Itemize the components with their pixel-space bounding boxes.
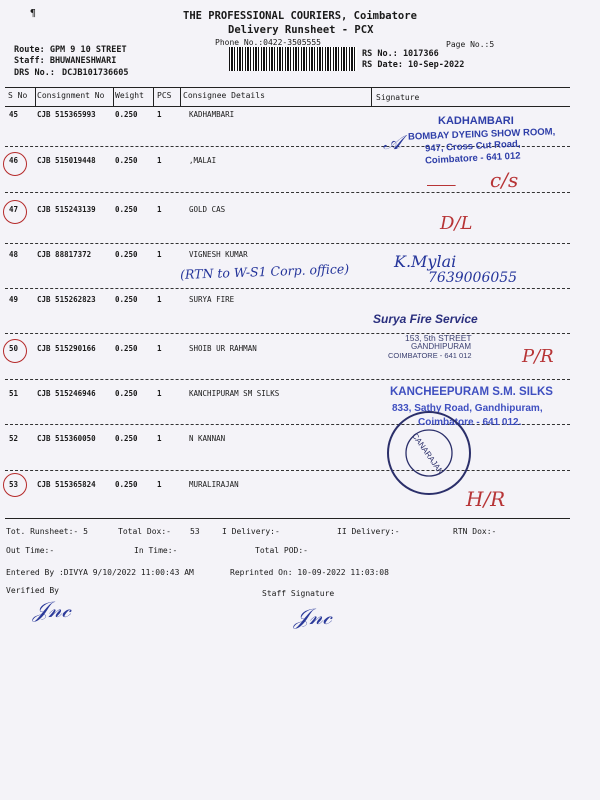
row-consignee: ,MALAI — [189, 156, 217, 165]
circle-mark — [3, 339, 27, 363]
verified-by: Verified By — [6, 586, 59, 595]
stamp-kadhambari-line2: BOMBAY DYEING SHOW ROOM, — [407, 126, 556, 143]
stamp-kadhambari-line3: 947, Cross Cut Road, — [424, 138, 521, 155]
note-phone: 7639006055 — [428, 270, 518, 286]
row-pcs: 1 — [157, 480, 162, 489]
stamp-surya-line2: 153, 5th STREET — [405, 333, 472, 343]
phone-number: Phone No.:0422-3505555 — [215, 38, 321, 47]
note-name: K.Mylai — [394, 252, 457, 271]
rtn-dox: RTN Dox:- — [453, 527, 497, 536]
row-consignee: VIGNESH KUMAR — [189, 250, 248, 259]
kadhambari-signature: 𝒜 — [383, 130, 402, 154]
col-divider — [35, 88, 36, 106]
col-header-sno: S No — [8, 91, 28, 100]
note-cs: c/s — [490, 168, 519, 192]
row-pcs: 1 — [157, 110, 162, 119]
round-seal — [384, 408, 474, 498]
total-pod: Total POD:- — [255, 546, 308, 555]
row-consignee: N KANNAN — [189, 434, 226, 443]
row-consignee: SURYA FIRE — [189, 295, 235, 304]
row-consignee: MURALIRAJAN — [189, 480, 239, 489]
col-divider — [113, 88, 114, 106]
circle-mark — [3, 152, 27, 176]
total-dox-value: 53 — [190, 527, 200, 536]
row-pcs: 1 — [157, 434, 162, 443]
col-divider — [180, 88, 181, 106]
row-pcs: 1 — [157, 250, 162, 259]
barcode — [229, 47, 357, 71]
staff-name: Staff: BHUWANESHWARI — [14, 56, 117, 66]
stamp-surya-line4: COIMBATORE - 641 012 — [388, 351, 472, 360]
entered-by: Entered By :DIVYA 9/10/2022 11:00:43 AM — [6, 568, 194, 577]
runsheet-title: Delivery Runsheet - PCX — [228, 24, 374, 36]
total-runsheet: Tot. Runsheet:- 5 — [6, 527, 88, 536]
in-time: In Time:- — [134, 546, 178, 555]
stamp-surya-line1: Surya Fire Service — [373, 312, 478, 326]
col-divider — [153, 88, 154, 106]
stamp-kadhambari-line4: Coimbatore - 641 012 — [424, 150, 521, 167]
note-hr: H/R — [466, 487, 506, 511]
row-separator — [5, 288, 570, 289]
row-weight: 0.250 — [115, 480, 138, 489]
circle-mark — [3, 200, 27, 224]
row-weight: 0.250 — [115, 110, 138, 119]
row-pcs: 1 — [157, 295, 162, 304]
row-consignment: CJB 515290166 — [37, 344, 96, 353]
row-consignment: CJB 515360050 — [37, 434, 96, 443]
row-separator — [5, 192, 570, 193]
row-weight: 0.250 — [115, 250, 138, 259]
row-sno: 47 — [9, 205, 19, 214]
seal-text: CANARAJAN — [410, 431, 446, 477]
total-dox-label: Total Dox:- — [118, 527, 171, 536]
row-separator — [5, 379, 570, 380]
stamp-kanchi-line2: 833, Sathy Road, Gandhipuram, — [392, 403, 543, 414]
table-bottom-rule — [5, 518, 570, 519]
row-sno: 50 — [9, 344, 19, 353]
row-weight: 0.250 — [115, 434, 138, 443]
col-header-consignee: Consignee Details — [183, 91, 265, 100]
out-time: Out Time:- — [6, 546, 55, 555]
row-sno: 46 — [9, 156, 19, 165]
col-header-signature: Signature — [376, 93, 420, 102]
rs-date: RS Date: 10-Sep-2022 — [362, 60, 465, 70]
note-return: (RTN to W-S1 Corp. office) — [179, 261, 350, 282]
row-sno: 45 — [9, 110, 19, 119]
table-header-rule — [5, 106, 570, 107]
ii-delivery: II Delivery:- — [337, 527, 400, 536]
note-pr: P/R — [522, 346, 554, 367]
row-consignee: SHOIB UR RAHMAN — [189, 344, 257, 353]
verifier-signature: 𝒥𝓃𝒸 — [33, 598, 71, 623]
note-scribble — [427, 175, 456, 196]
drs-label: DRS No.: — [14, 68, 55, 78]
circle-mark — [3, 473, 27, 497]
row-sno: 52 — [9, 434, 19, 443]
row-pcs: 1 — [157, 344, 162, 353]
row-consignee: GOLD CAS — [189, 205, 226, 214]
drs-number: DCJB101736605 — [62, 68, 129, 78]
row-sno: 53 — [9, 480, 19, 489]
row-consignment: CJB 515262823 — [37, 295, 96, 304]
staff-signature: 𝒥𝓃𝒸 — [294, 605, 332, 630]
row-sno: 49 — [9, 295, 19, 304]
row-consignment: CJB 515365824 — [37, 480, 96, 489]
i-delivery: I Delivery:- — [222, 527, 280, 536]
row-pcs: 1 — [157, 156, 162, 165]
row-weight: 0.250 — [115, 156, 138, 165]
stamp-kadhambari-line1: KADHAMBARI — [438, 115, 514, 127]
page-number: Page No.:5 — [446, 40, 495, 49]
row-separator — [5, 243, 570, 244]
route: Route: GPM 9 10 STREET — [14, 45, 127, 55]
row-weight: 0.250 — [115, 344, 138, 353]
company-name: THE PROFESSIONAL COURIERS, Coimbatore — [183, 10, 417, 22]
row-consignee: KANCHIPURAM SM SILKS — [189, 389, 280, 398]
corner-mark: ¶ — [30, 8, 37, 19]
row-pcs: 1 — [157, 205, 162, 214]
row-weight: 0.250 — [115, 389, 138, 398]
stamp-surya-line3: GANDHIPURAM — [411, 342, 472, 351]
row-separator — [5, 333, 570, 334]
col-header-consignment: Consignment No — [37, 91, 105, 100]
row-sno: 51 — [9, 389, 19, 398]
stamp-kanchi-line3: Coimbatore - 641 012. — [418, 417, 522, 428]
table-top-rule — [5, 87, 570, 88]
note-dl: D/L — [440, 213, 473, 234]
reprinted-on: Reprinted On: 10-09-2022 11:03:08 — [230, 568, 389, 577]
row-consignment: CJB 515246946 — [37, 389, 96, 398]
rs-number: RS No.: 1017366 — [362, 49, 439, 59]
row-consignee: KADHAMBARI — [189, 110, 235, 119]
row-consignment: CJB 515243139 — [37, 205, 96, 214]
stamp-kanchi-line1: KANCHEEPURAM S.M. SILKS — [390, 386, 553, 398]
row-weight: 0.250 — [115, 295, 138, 304]
staff-signature-label: Staff Signature — [262, 589, 335, 598]
col-header-weight: Weight — [115, 91, 144, 100]
row-weight: 0.250 — [115, 205, 138, 214]
row-separator — [5, 470, 570, 471]
col-divider — [371, 88, 372, 106]
row-consignment: CJB 515019448 — [37, 156, 96, 165]
row-sno: 48 — [9, 250, 19, 259]
row-consignment: CJB 88817372 — [37, 250, 92, 259]
col-header-pcs: PCS — [157, 91, 172, 100]
row-pcs: 1 — [157, 389, 162, 398]
row-consignment: CJB 515365993 — [37, 110, 96, 119]
